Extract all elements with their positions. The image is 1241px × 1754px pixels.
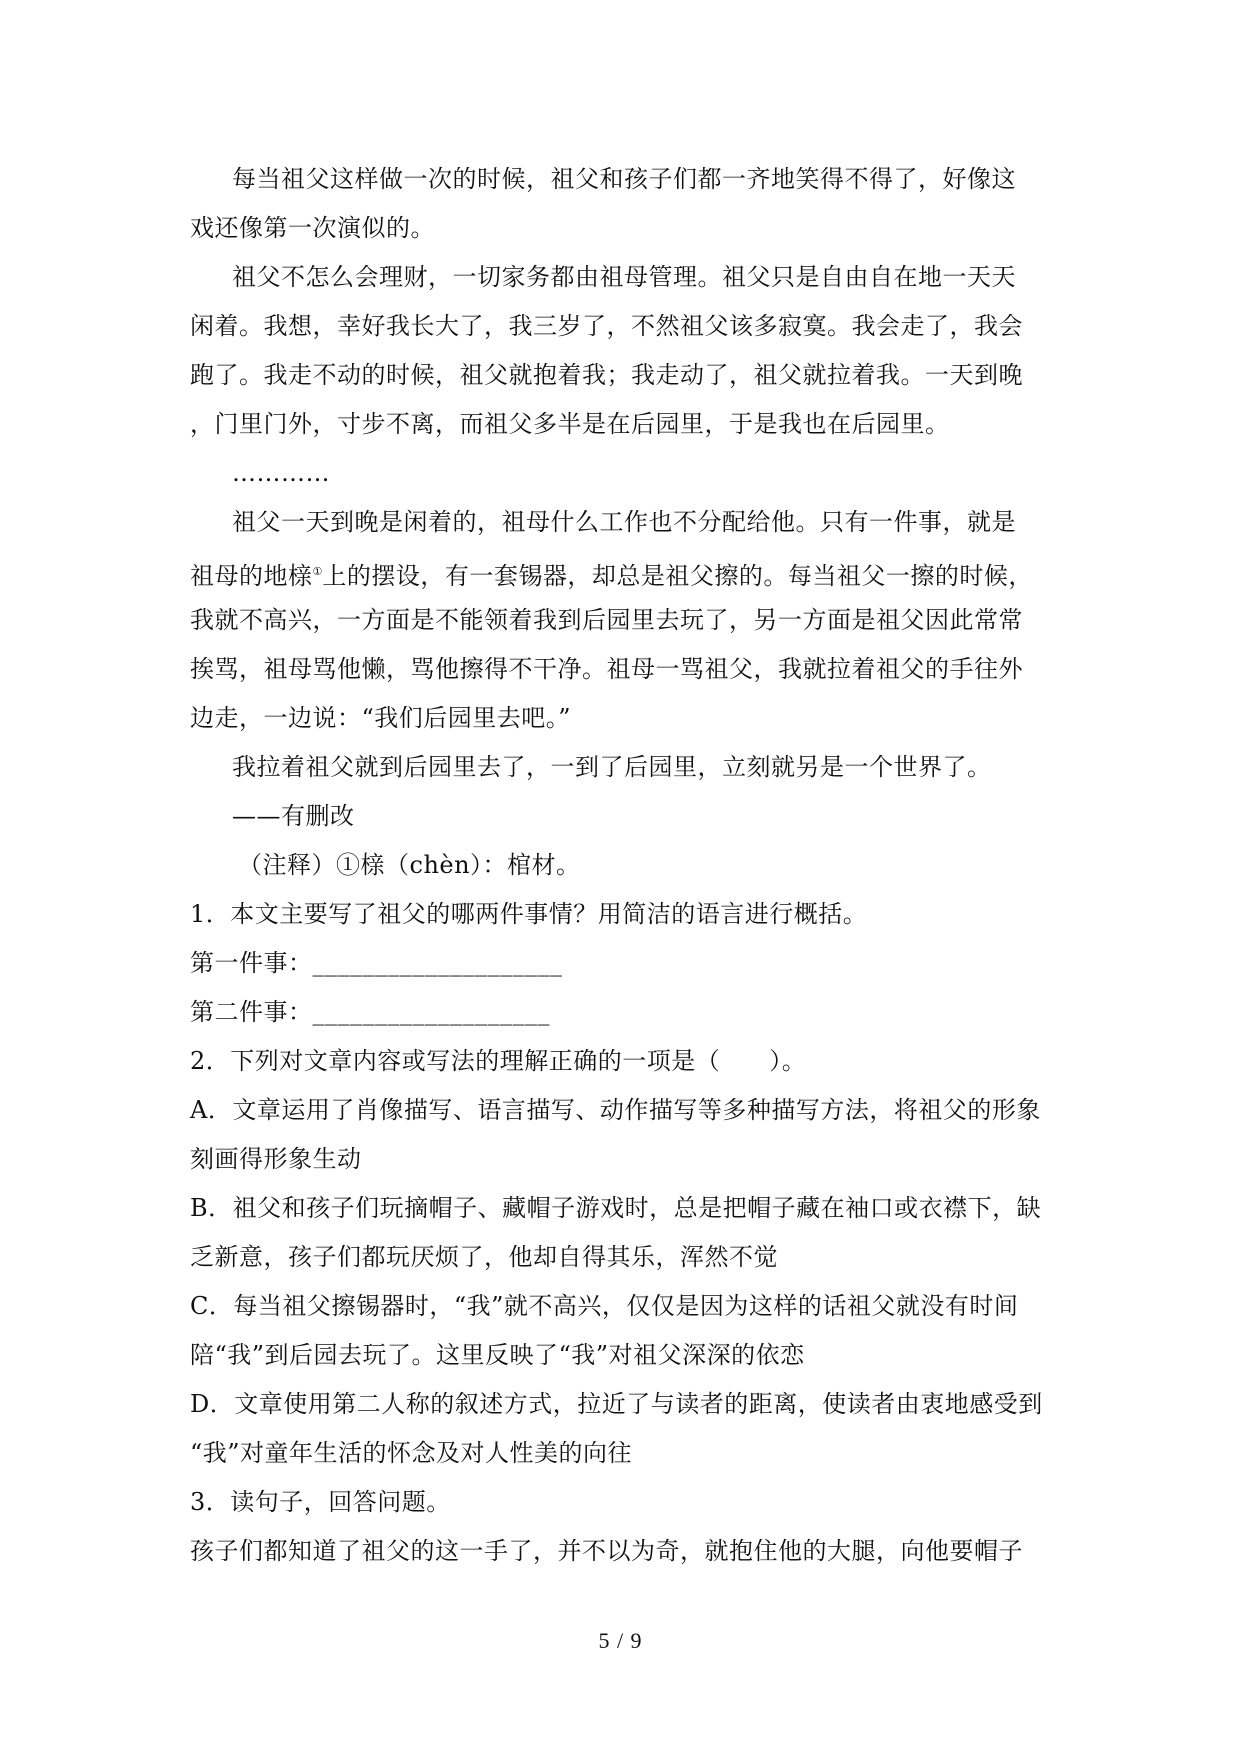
passage-ellipsis: ………… [232,459,330,487]
passage-paragraph-2-line-1: 祖父不怎么会理财，一切家务都由祖母管理。祖父只是自由自在地一天天 [232,263,1016,291]
question-2-option-c-line-2: 陪“我”到后园去玩了。这里反映了“我”对祖父深深的依恋 [190,1341,805,1369]
passage-paragraph-1-line-2: 戏还像第一次演似的。 [190,214,435,242]
passage-paragraph-3-line-2 [190,547,1060,596]
question-2-option-b-line-2: 乏新意，孩子们都玩厌烦了，他却自得其乐，浑然不觉 [190,1243,778,1271]
passage-text: 上的摆设，有一套锡器，却总是祖父擦的。每当祖父一擦的时候， [322,562,1033,590]
passage-paragraph-3-line-4: 挨骂，祖母骂他懒，骂他擦得不干净。祖母一骂祖父，我就拉着祖父的手往外 [190,655,1023,683]
passage-annotation: （注释）①榇（chèn）：棺材。 [238,851,581,879]
question-2: 2．下列对文章内容或写法的理解正确的一项是（ ）。 [190,1047,807,1075]
passage-paragraph-3-line-3: 我就不高兴，一方面是不能领着我到后园里去玩了，另一方面是祖父因此常常 [190,606,1023,634]
passage-paragraph-2-line-2: 闲着。我想，幸好我长大了，我三岁了，不然祖父该多寂寞。我会走了，我会 [190,312,1023,340]
question-3: 3．读句子，回答问题。 [190,1488,451,1516]
passage-paragraph-2-line-4: ，门里门外，寸步不离，而祖父多半是在后园里，于是我也在后园里。 [190,410,950,438]
passage-text: 祖母的地榇 [190,562,313,590]
page-number: 5 / 9 [598,1628,643,1653]
passage-paragraph-2-line-3: 跑了。我走不动的时候，祖父就抱着我；我走动了，祖父就拉着我。一天到晚 [190,361,1023,389]
question-2-option-d-line-2: “我”对童年生活的怀念及对人性美的向往 [190,1439,633,1467]
passage-paragraph-4-line-1: 我拉着祖父就到后园里去了，一到了后园里，立刻就另是一个世界了。 [232,753,992,781]
question-2-option-a-line-1: A．文章运用了肖像描写、语言描写、动作描写等多种描写方法，将祖父的形象 [190,1096,1041,1124]
passage-paragraph-1-line-1: 每当祖父这样做一次的时候，祖父和孩子们都一齐地笑得不得了，好像这 [232,165,1016,193]
question-2-option-c-line-1: C．每当祖父擦锡器时，“我”就不高兴，仅仅是因为这样的话祖父就没有时间 [190,1292,1019,1320]
question-1: 1．本文主要写了祖父的哪两件事情？用简洁的语言进行概括。 [190,900,868,928]
passage-paragraph-3-line-1: 祖父一天到晚是闲着的，祖母什么工作也不分配给他。只有一件事，就是 [232,508,1016,536]
question-2-option-a-line-2: 刻画得形象生动 [190,1145,362,1173]
question-2-option-b-line-1: B．祖父和孩子们玩摘帽子、藏帽子游戏时，总是把帽子藏在袖口或衣襟下，缺 [190,1194,1042,1222]
page-content [190,155,1060,1576]
question-3-sentence: 孩子们都知道了祖父的这一手了，并不以为奇，就抱住他的大腿，向他要帽子 [190,1537,1023,1565]
footnote-marker: ① [312,565,323,578]
passage-source: ——有删改 [232,802,355,830]
passage-paragraph-3-line-5: 边走，一边说：“我们后园里去吧。” [190,704,572,732]
question-1-answer-2: 第二件事：___________________ [190,998,550,1026]
question-2-option-d-line-1: D．文章使用第二人称的叙述方式，拉近了与读者的距离，使读者由衷地感受到 [190,1390,1043,1418]
question-1-answer-1: 第一件事：____________________ [190,949,563,977]
